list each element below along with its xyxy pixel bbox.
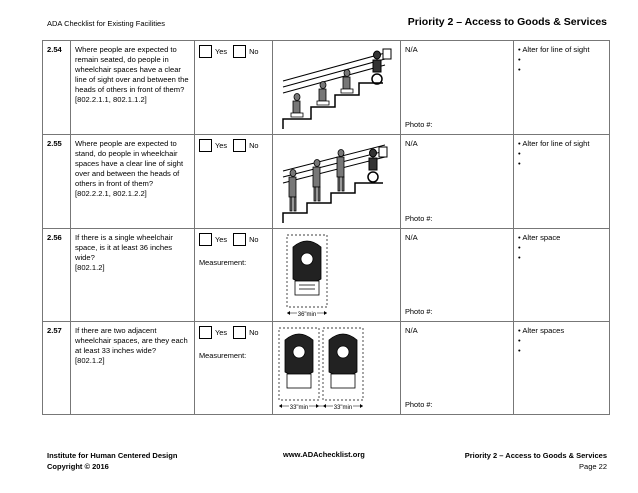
yes-checkbox[interactable] — [199, 139, 212, 152]
yes-checkbox[interactable] — [199, 45, 212, 58]
no-checkbox[interactable] — [233, 45, 246, 58]
measurement-label: Measurement: — [199, 258, 247, 267]
actions-cell: • Alter for line of sight • • — [514, 135, 610, 229]
photo-label: Photo #: — [405, 307, 433, 316]
header-section-title: Priority 2 – Access to Goods & Services — [407, 16, 607, 28]
answer-cell: Yes No — [195, 41, 273, 135]
answer-cell: Yes No Measurement: — [195, 229, 273, 322]
notes-cell: N/A Photo #: — [401, 135, 514, 229]
actions-cell: • Alter for line of sight • • — [514, 41, 610, 135]
footer-organization: Institute for Human Centered Design Copyright © 2016 — [47, 451, 178, 471]
item-number: 2.55 — [43, 135, 71, 229]
answer-cell: Yes No Measurement: — [195, 322, 273, 415]
footer-url[interactable]: www.ADAchecklist.org — [283, 450, 365, 459]
checklist-table — [42, 40, 610, 415]
item-number: 2.56 — [43, 229, 71, 322]
table-row — [43, 229, 610, 322]
seated-sightline-illustration — [273, 41, 401, 133]
no-checkbox[interactable] — [233, 233, 246, 246]
question-cell: Where people are expected to stand, do people in wheelchair spaces have a clear line of sight over and between the heads of others in front of them? [802.2.2.1, 802.1.2.2] — [71, 135, 195, 229]
yes-checkbox[interactable] — [199, 233, 212, 246]
table-row — [43, 322, 610, 415]
item-number: 2.57 — [43, 322, 71, 415]
illustration-cell — [273, 135, 401, 229]
actions-cell: • Alter spaces • • — [514, 322, 610, 415]
photo-label: Photo #: — [405, 214, 433, 223]
dimension-label-right: 33"min — [333, 405, 353, 411]
no-checkbox[interactable] — [233, 139, 246, 152]
illustration-cell — [273, 322, 401, 415]
photo-label: Photo #: — [405, 120, 433, 129]
yes-checkbox[interactable] — [199, 326, 212, 339]
answer-cell: Yes No — [195, 135, 273, 229]
footer-page-info: Priority 2 – Access to Goods & Services Page 22 — [464, 451, 607, 471]
notes-cell: N/A Photo #: — [401, 41, 514, 135]
single-wheelchair-space-illustration — [273, 229, 401, 321]
question-cell: If there are two adjacent wheelchair spaces, are they each at least 33 inches wide? [802.1.2] — [71, 322, 195, 415]
table-row — [43, 41, 610, 135]
measurement-label: Measurement: — [199, 351, 247, 360]
notes-cell: N/A Photo #: — [401, 322, 514, 415]
notes-cell: N/A Photo #: — [401, 229, 514, 322]
question-cell: If there is a single wheelchair space, is it at least 36 inches wide? [802.1.2] — [71, 229, 195, 322]
item-number: 2.54 — [43, 41, 71, 135]
standing-sightline-illustration — [273, 135, 401, 227]
question-cell: Where people are expected to remain seated, do people in wheelchair spaces have a clear line of sight over and between the heads of others in front of them? [802.2.1.1, 802.1.1.2] — [71, 41, 195, 135]
table-row — [43, 135, 610, 229]
no-checkbox[interactable] — [233, 326, 246, 339]
illustration-cell — [273, 229, 401, 322]
illustration-cell — [273, 41, 401, 135]
two-wheelchair-spaces-illustration — [273, 322, 401, 414]
dimension-label: 36"min — [297, 312, 317, 318]
actions-cell: • Alter space • • — [514, 229, 610, 322]
dimension-label-left: 33"min — [289, 405, 309, 411]
header-document-title: ADA Checklist for Existing Facilities — [47, 19, 165, 28]
photo-label: Photo #: — [405, 400, 433, 409]
